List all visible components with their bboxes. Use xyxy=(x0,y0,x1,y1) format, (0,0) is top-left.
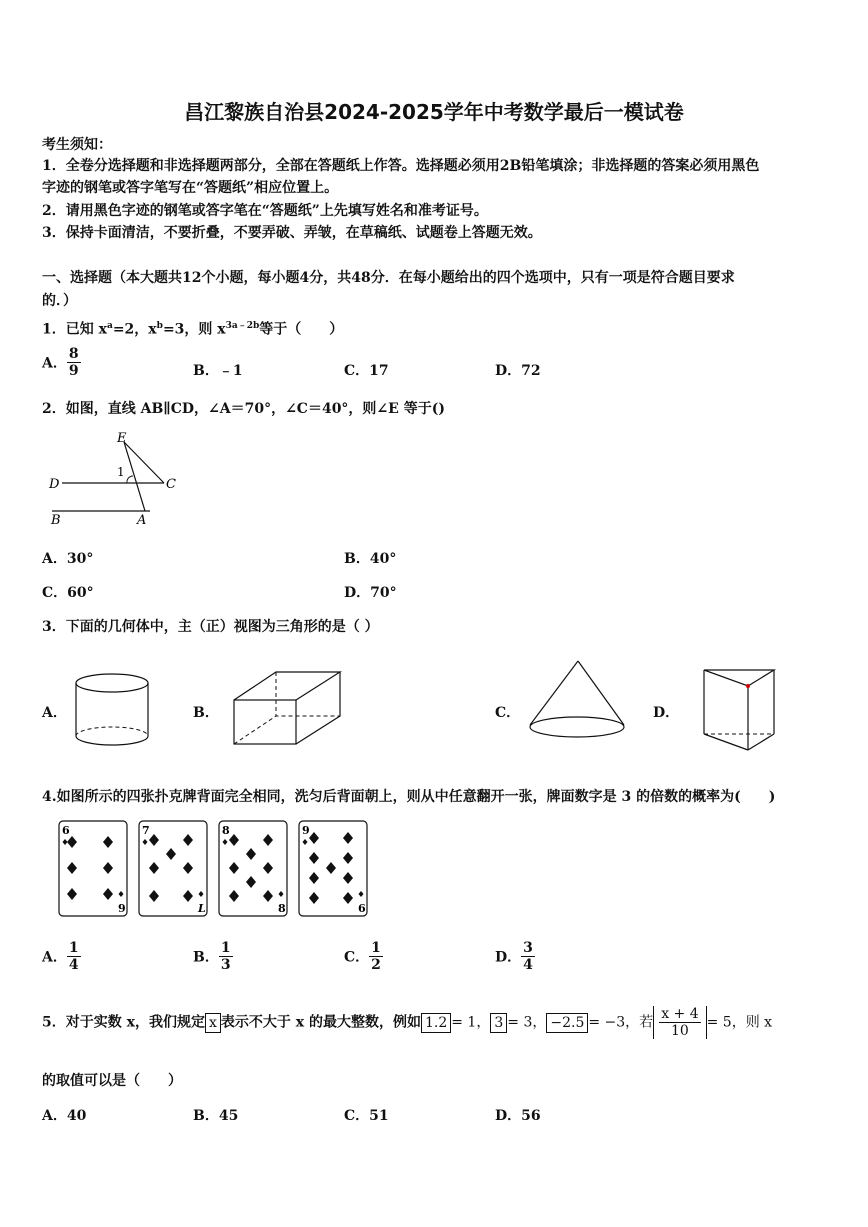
label-e: E xyxy=(117,431,127,446)
card-8-top: 8 xyxy=(222,824,230,837)
card-7-top: 7 xyxy=(142,824,150,837)
q3-option-b[interactable]: B． xyxy=(193,705,219,721)
card-seven xyxy=(139,821,207,916)
q2-option-c[interactable]: C．60° xyxy=(42,585,94,601)
q2-option-b[interactable]: B．40° xyxy=(344,551,397,567)
notice-heading: 考生须知： xyxy=(42,137,112,153)
q1-option-a[interactable]: A． $\frac{8}{9}$ xyxy=(42,346,79,380)
notice-item-2: 2．请用黑色字迹的钢笔或答字笔在“答题纸”上先填写姓名和准考证号。 xyxy=(42,203,488,219)
q4-option-d[interactable]: D． $\frac{3}{4}$ xyxy=(495,940,533,974)
q4-option-b[interactable]: B． $\frac{1}{3}$ xyxy=(193,940,231,974)
q4-stem: 4.如图所示的四张扑克牌背面完全相同，洗匀后背面朝上，则从中任意翻开一张，牌面数字是 3 的倍数的概率为( ) xyxy=(42,789,776,805)
label-1: 1 xyxy=(117,465,125,479)
notice-item-3: 3．保持卡面清洁，不要折叠，不要弄破、弄皱，在草稿纸、试题卷上答题无效。 xyxy=(42,225,542,241)
q2-option-d[interactable]: D．70° xyxy=(344,585,397,601)
card-7-bottom: L xyxy=(198,902,206,915)
card-9-top: 9 xyxy=(302,824,310,837)
cone-figure xyxy=(524,655,632,743)
q5-stem: 5．对于实数 x，我们规定 x 表示不大于 x 的最大整数，例如 1.2 = 1， 3 = 3， −2.5 = −3，若 $\frac{x + 4}{10}$ = 5，则 x xyxy=(42,1006,773,1040)
cuboid-figure xyxy=(228,666,346,750)
card-6-top: 6 xyxy=(62,824,70,837)
notice-item-1-cont: 字迹的钢笔或答字笔写在“答题纸”相应位置上。 xyxy=(42,180,339,196)
notice-item-1: 1．全卷分选择题和非选择题两部分，全部在答题纸上作答。选择题必须用2B铅笔填涂；非选择题的答案必须用黑色 xyxy=(42,158,760,174)
q3-stem: 3．下面的几何体中，主（正）视图为三角形的是（ ） xyxy=(42,619,379,635)
q3-option-c[interactable]: C． xyxy=(495,705,521,721)
q1-option-b[interactable]: B．﹣1 xyxy=(193,363,243,379)
q4-option-c[interactable]: C． $\frac{1}{2}$ xyxy=(344,940,381,974)
q5-option-c[interactable]: C．51 xyxy=(344,1108,389,1124)
q3-option-d[interactable]: D． xyxy=(653,705,680,721)
card-8-bottom: 8 xyxy=(278,902,286,915)
card-nine xyxy=(299,821,367,916)
q4-option-a[interactable]: A． $\frac{1}{4}$ xyxy=(42,940,79,974)
cylinder-figure xyxy=(70,668,156,750)
label-b: B xyxy=(51,513,61,528)
q5-stem-cont: 的取值可以是（ ） xyxy=(42,1073,182,1089)
section-heading-cont: 的．） xyxy=(42,293,77,309)
card-eight xyxy=(219,821,287,916)
cards-figure xyxy=(56,818,372,922)
card-six xyxy=(59,821,127,916)
card-9-bottom: 6 xyxy=(358,902,366,915)
page-title: 昌江黎族自治县2024-2025学年中考数学最后一模试卷 xyxy=(184,100,684,124)
label-a: A xyxy=(137,513,147,528)
section-heading: 一、选择题（本大题共12个小题，每小题4分，共48分．在每小题给出的四个选项中，只有一项是符合题目要求 xyxy=(42,270,735,286)
label-d: D xyxy=(49,477,60,492)
q3-option-a[interactable]: A． xyxy=(42,705,67,721)
q2-stem: 2．如图，直线 AB∥CD，∠A＝70°，∠C＝40°，则∠E 等于() xyxy=(42,401,445,417)
q1-option-c[interactable]: C．17 xyxy=(344,363,389,379)
q1-option-d[interactable]: D．72 xyxy=(495,363,541,379)
label-c: C xyxy=(166,477,176,492)
q5-option-d[interactable]: D．56 xyxy=(495,1108,541,1124)
card-6-bottom: 9 xyxy=(118,902,126,915)
q2-figure xyxy=(42,428,192,533)
prism-figure xyxy=(696,662,782,758)
q1-stem: 1．已知 $x^a=2$，$x^b=3$，则 $x^{3a﹣2b}$等于（ ） xyxy=(42,321,344,338)
q2-option-a[interactable]: A．30° xyxy=(42,551,94,567)
q5-option-a[interactable]: A．40 xyxy=(42,1108,87,1124)
q5-option-b[interactable]: B．45 xyxy=(193,1108,239,1124)
